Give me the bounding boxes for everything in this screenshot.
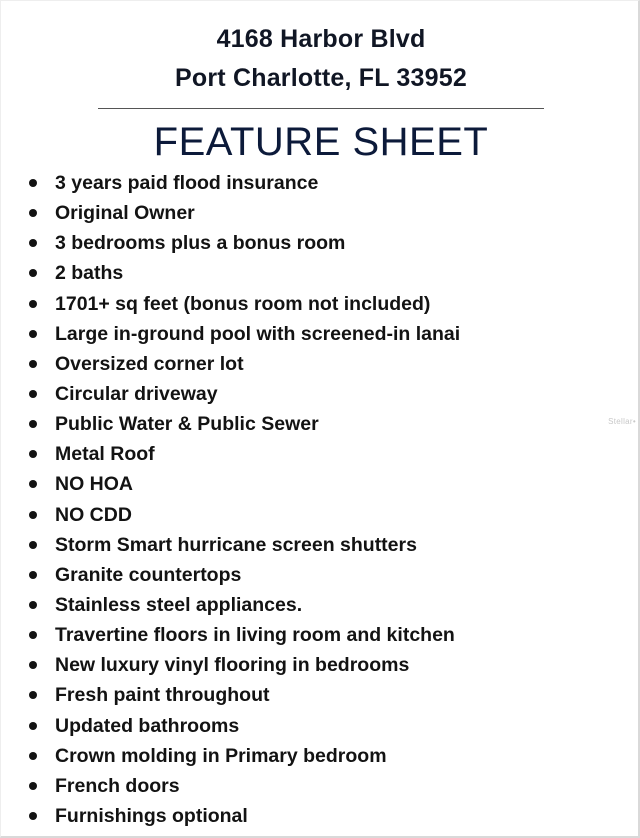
feature-text: Crown molding in Primary bedroom [55, 744, 387, 767]
bullet-icon [29, 571, 37, 579]
bullet-icon [29, 239, 37, 247]
bullet-icon [29, 601, 37, 609]
list-item [27, 650, 460, 680]
list-item [27, 530, 460, 560]
bullet-icon [29, 209, 37, 217]
list-item [27, 409, 460, 439]
feature-text: New luxury vinyl flooring in bedrooms [55, 654, 410, 677]
list-item [27, 801, 460, 831]
feature-text: Large in-ground pool with screened-in lanai [55, 322, 461, 345]
bullet-icon [29, 480, 37, 488]
list-item [27, 198, 460, 228]
feature-text: Granite countertops [55, 563, 242, 586]
list-item [27, 289, 460, 319]
bullet-icon [29, 752, 37, 760]
feature-text: Fresh paint throughout [55, 684, 270, 707]
bullet-icon [29, 420, 37, 428]
list-item [27, 228, 460, 258]
bullet-icon [29, 812, 37, 820]
feature-text: 3 years paid flood insurance [55, 172, 319, 194]
feature-text: NO CDD [55, 503, 132, 526]
list-item [27, 741, 460, 771]
bullet-icon [29, 390, 37, 398]
bullet-icon [29, 330, 37, 338]
feature-text: Original Owner [55, 202, 195, 225]
feature-text: 2 baths [55, 262, 124, 285]
list-item [27, 168, 460, 198]
bullet-icon [29, 631, 37, 639]
bullet-icon [29, 661, 37, 669]
feature-text: NO HOA [55, 473, 133, 496]
bullet-icon [29, 450, 37, 458]
list-item [27, 560, 460, 590]
list-item [27, 439, 460, 469]
feature-text: Public Water & Public Sewer [55, 413, 319, 436]
list-item [27, 258, 460, 288]
feature-text: Oversized corner lot [55, 352, 244, 375]
feature-text: Stainless steel appliances. [55, 593, 303, 616]
list-item [27, 469, 460, 499]
bullet-icon [29, 691, 37, 699]
list-item [27, 680, 460, 710]
feature-text: 3 bedrooms plus a bonus room [55, 232, 346, 255]
feature-text: French doors [55, 774, 180, 797]
bullet-icon [29, 722, 37, 730]
list-item [27, 500, 460, 530]
feature-text: 1701+ sq feet (bonus room not included) [55, 292, 431, 315]
feature-text: Travertine floors in living room and kitchen [55, 624, 455, 647]
bullet-icon [29, 300, 37, 308]
feature-text: Updated bathrooms [55, 714, 240, 737]
address-city-state-zip: Port Charlotte, FL 33952 [175, 64, 467, 92]
header-divider [98, 108, 544, 109]
list-item [27, 590, 460, 620]
feature-text: Storm Smart hurricane screen shutters [55, 533, 417, 556]
list-item [27, 379, 460, 409]
watermark: Stellar• [608, 417, 636, 426]
bullet-icon [29, 179, 37, 187]
list-item [27, 711, 460, 741]
list-item [27, 771, 460, 801]
bullet-icon [29, 782, 37, 790]
feature-list [27, 168, 460, 831]
address-street: 4168 Harbor Blvd [216, 25, 426, 53]
list-item [27, 319, 460, 349]
list-item [27, 349, 460, 379]
bullet-icon [29, 269, 37, 277]
feature-text: Furnishings optional [55, 804, 248, 827]
bullet-icon [29, 511, 37, 519]
bullet-icon [29, 360, 37, 368]
page-title: FEATURE SHEET [153, 120, 489, 164]
bullet-icon [29, 541, 37, 549]
feature-text: Circular driveway [55, 382, 218, 405]
list-item [27, 620, 460, 650]
feature-text: Metal Roof [55, 443, 155, 466]
